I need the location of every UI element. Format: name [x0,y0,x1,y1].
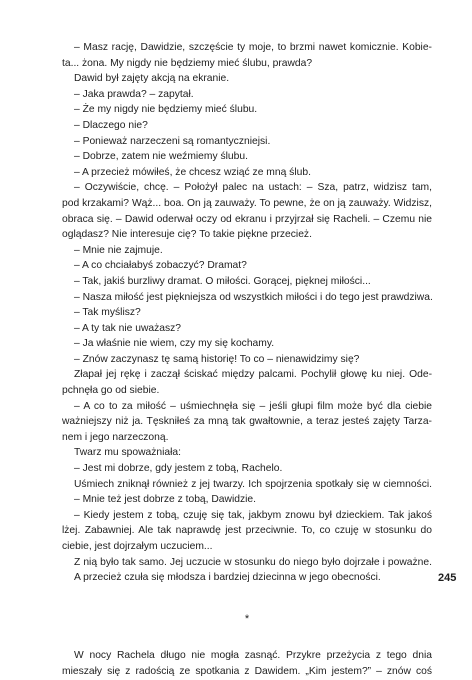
text-line: – Znów zaczynasz tę samą historię! To co – nienawidzimy się? [74,353,360,365]
text-line: Dawid był zajęty akcją na ekranie. [74,73,230,85]
text-line: ciebie, jest dojrzałym uczuciem... [62,541,213,552]
text-line: – Jest mi dobrze, gdy jestem z tobą, Rachelo. [74,463,283,475]
text-line: mieszały się z radością ze spotkania z Dawidem. „Kim jestem?” – znów coś [62,665,432,677]
closing-paragraph [62,648,432,679]
text-line: W nocy Rachela długo nie mogła zasnąć. Przykre przeżycia z tego dnia [74,650,432,662]
text-line: Złapał jej rękę i zaczął ściskać między palcami. Pochylił głowę ku niej. Ode- [74,369,432,381]
text-line: – A co to za miłość – uśmiechnęła się – jeśli głupi film może być dla ciebie [74,400,432,412]
text-line: pchnęła go od siebie. [62,385,160,397]
text-line: pod krzakami? Wąż... boa. On ją zauważy. To pewne, że on ją zauważy. Widzisz, [62,197,432,209]
section-separator: * [244,612,250,625]
text-line: obraca się. – Dawid oderwał oczy od ekranu i przyjrzał się Racheli. – Czemu nie [62,213,432,225]
page-number: 245 [438,572,457,584]
text-line: – Że my nigdy nie będziemy mieć ślubu. [74,104,258,116]
text-line: – Jaka prawda? – zapytał. [74,88,194,100]
text-line: – A co chciałabyś zobaczyć? Dramat? [74,260,247,272]
text-line: nem i jego narzeczoną. [62,431,169,443]
text-line: Uśmiech zniknął również z jej twarzy. Ich spojrzenia spotkały się w ciemności. [74,478,432,490]
text-line: – Dobrze, zatem nie weźmiemy ślubu. [74,151,248,163]
text-line: – Ja właśnie nie wiem, czy my się kochamy. [74,338,275,350]
text-line: – Dlaczego nie? [74,119,148,131]
text-line: Twarz mu spoważniała: [74,447,182,459]
text-line: – Nasza miłość jest piękniejsza od wszystkich miłości i do tego jest prawdziwa. [74,291,433,303]
text-line: – Tak myślisz? [74,307,141,319]
text-line: – Oczywiście, chcę. – Położył palec na ustach: – Sza, patrz, widzisz tam, [74,182,432,194]
text-line: ważniejszy niż ja. Tęskniłeś za mną tak gwałtownie, a teraz jesteś zajęty Tarza- [62,416,432,428]
text-line: – Mnie nie zajmuje. [74,244,163,256]
text-line: – Mnie też jest dobrze z tobą, Dawidzie. [74,494,257,506]
text-line: A przecież czuła się młodsza i bardziej dziecinna w jego obecności. [74,572,381,584]
text-line: oglądasz? Nie interesuje cię? To takie piękne przecież. [62,229,312,241]
text-line: – Tak, jakiś burzliwy dramat. O miłości. Gorącej, pięknej miłości... [74,275,371,287]
text-line: – A ty tak nie uważasz? [74,322,182,334]
body-text [62,40,432,586]
text-line: lżej. Zabawniej. Ale tak naprawdę jest przeciwnie. To, co czuję w stosunku do [62,525,432,537]
text-line: – Masz rację, Dawidzie, szczęście ty moje, to brzmi nawet komicznie. Kobie- [74,42,432,53]
text-line: – Kiedy jestem z tobą, czuję się tak, jakbym znowu był dzieckiem. Tak jakoś [74,509,432,521]
text-line: – Ponieważ narzeczeni są romantyczniejsi. [74,135,271,147]
page-text [62,40,432,680]
text-line: Z nią było tak samo. Jej uczucie w stosunku do niego było dojrzałe i poważne. [74,556,432,568]
text-line: – A przecież mówiłeś, że chcesz wziąć ze mną ślub. [74,166,311,178]
text-line: ta... żona. My nigdy nie będziemy mieć ślubu, prawda? [62,57,313,69]
